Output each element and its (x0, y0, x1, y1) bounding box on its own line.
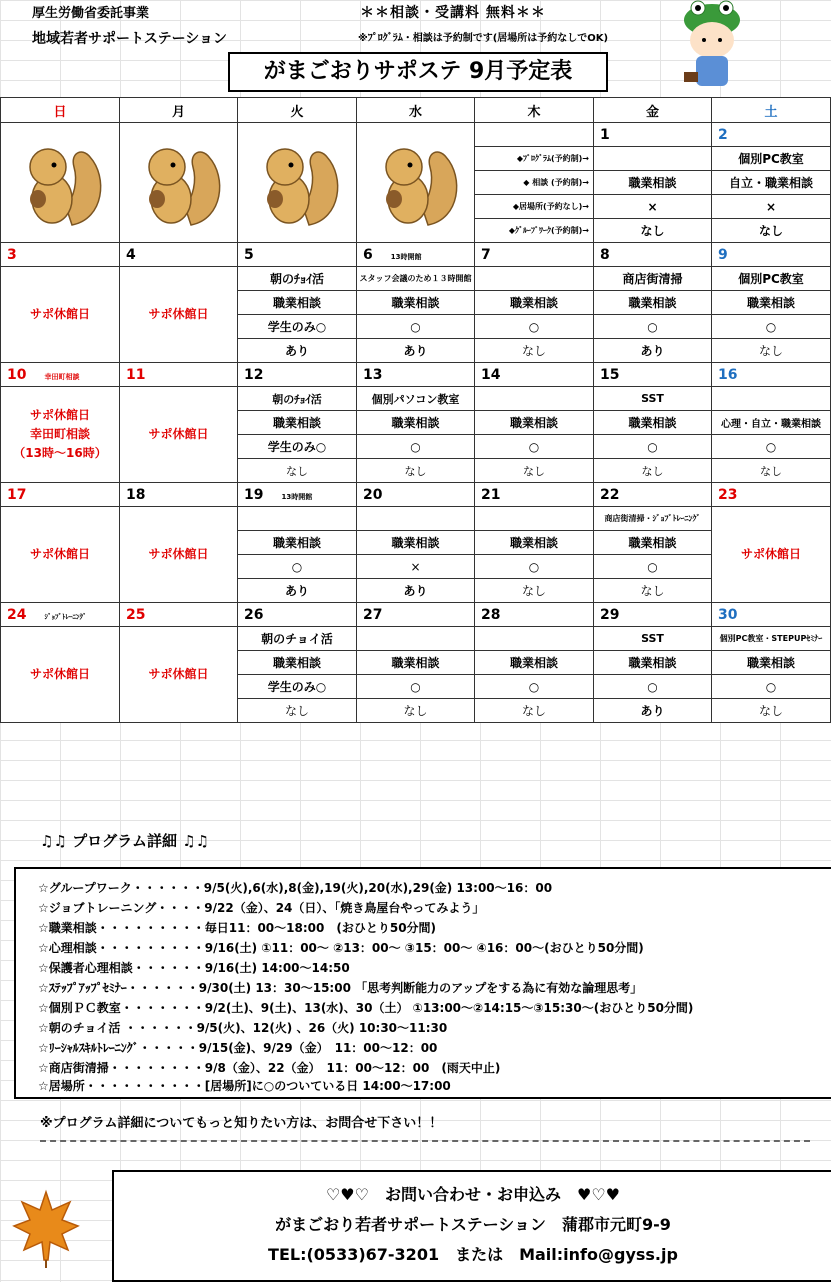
thu28-ibasho: ○ (475, 675, 594, 699)
tue12-gw: なし (238, 459, 357, 483)
date-12: 12 (238, 363, 357, 387)
date-3: 3 (1, 243, 120, 267)
sat30-program: 個別PC教室・STEPUPｾﾐﾅｰ (712, 627, 831, 651)
free-notice: ＊＊相談・受講料 無料＊＊ (360, 5, 546, 21)
maple-leaf-icon (12, 1188, 80, 1268)
sat30-consult: 職業相談 (712, 651, 831, 675)
sat16-program (712, 387, 831, 411)
thu28-program (475, 627, 594, 651)
sat9-consult: 職業相談 (712, 291, 831, 315)
date-25: 25 (120, 603, 238, 627)
program-item: ☆グループワーク・・・・・・9/5(火),6(水),8(金),19(火),20(水),29(金) 13:00～16：00 (38, 881, 553, 895)
tue5-consult: 職業相談 (238, 291, 357, 315)
mon18-closed: サポ休館日 (120, 507, 238, 603)
fri22-program: 商店街清掃・ｼﾞｮﾌﾞﾄﾚｰﾆﾝｸﾞ (594, 507, 712, 531)
date-27: 27 (357, 603, 475, 627)
sat2-ibasho: × (712, 195, 831, 219)
fri1-ibasho: × (594, 195, 712, 219)
date-17: 17 (1, 483, 120, 507)
date-16: 16 (712, 363, 831, 387)
date-8: 8 (594, 243, 712, 267)
wed20-consult: 職業相談 (357, 531, 475, 555)
tue5-ibasho: 学生のみ○ (238, 315, 357, 339)
wed6-ibasho: ○ (357, 315, 475, 339)
sat16-ibasho: ○ (712, 435, 831, 459)
weekday-sat: 土 (712, 98, 831, 123)
wed13-gw: なし (357, 459, 475, 483)
thu28-gw: なし (475, 699, 594, 723)
date-18: 18 (120, 483, 238, 507)
wed13-ibasho: ○ (357, 435, 475, 459)
wed13-consult: 職業相談 (357, 411, 475, 435)
thu7-ibasho: ○ (475, 315, 594, 339)
org-label: 地域若者サポートステーション (32, 31, 228, 47)
tue12-ibasho: 学生のみ○ (238, 435, 357, 459)
program-item: ☆心理相談・・・・・・・・・9/16(土) ①11：00～ ②13：00～ ③15：00～ ④16：00～(おひとり50分間) (38, 941, 644, 955)
fri29-consult: 職業相談 (594, 651, 712, 675)
tue19-program (238, 507, 357, 531)
tue19-ibasho: ○ (238, 555, 357, 579)
fri29-program: SST (594, 627, 712, 651)
program-item: ☆朝のチョイ活 ・・・・・・9/5(火)、12(火) 、26（火) 10:30～11:30 (38, 1021, 448, 1035)
reservation-notice: ※ﾌﾟﾛｸﾞﾗﾑ・相談は予約制です(居場所は予約なしでOK) (358, 33, 609, 44)
mon11-closed: サポ休館日 (120, 387, 238, 483)
wed20-ibasho: × (357, 555, 475, 579)
fri1-program (594, 147, 712, 171)
date-15: 15 (594, 363, 712, 387)
sun17-closed: サポ休館日 (1, 507, 120, 603)
date-10 (1, 363, 120, 387)
sat2-gw: なし (712, 219, 831, 243)
sat23-closed: サポ休館日 (712, 507, 831, 603)
fri22-consult: 職業相談 (594, 531, 712, 555)
fri22-gw: なし (594, 579, 712, 603)
squirrel-icon (249, 137, 345, 229)
date-24-num: 24 (7, 606, 27, 623)
thu21-ibasho: ○ (475, 555, 594, 579)
sun10-line1: サポ休館日 (29, 408, 90, 422)
tue26-program: 朝のチョイ活 (238, 627, 357, 651)
date-10-num: 10 (7, 366, 27, 383)
contact-org-address: がまごおり若者サポートステーション 蒲郡市元町9-9 (275, 1215, 671, 1234)
wed6-consult: 職業相談 (357, 291, 475, 315)
tue12-consult: 職業相談 (238, 411, 357, 435)
program-item: ☆商店街清掃・・・・・・・・9/8（金）、22（金） 11：00～12：00 (雨天中止) (38, 1061, 501, 1075)
thu14-program (475, 387, 594, 411)
thu7-consult: 職業相談 (475, 291, 594, 315)
program-item: ☆ﾘｰｼｬﾙｽｷﾙﾄﾚｰﾆﾝｸﾞ・・・・・9/15(金)、9/29（金） 11：00～12：00 (38, 1041, 438, 1055)
sat9-gw: なし (712, 339, 831, 363)
squirrel-icon (131, 137, 227, 229)
legend-program: ◆ﾌﾟﾛｸﾞﾗﾑ(予約制)→ (475, 147, 594, 171)
sat9-ibasho: ○ (712, 315, 831, 339)
thu28-consult: 職業相談 (475, 651, 594, 675)
program-heading: ♫♫ プログラム詳細 ♫♫ (40, 832, 210, 850)
contact-box (112, 1170, 831, 1282)
date-21: 21 (475, 483, 594, 507)
weekday-mon: 月 (120, 98, 238, 123)
program-item: ☆ｽﾃｯﾌﾟｱｯﾌﾟｾﾐﾅｰ・・・・・・9/30(土) 13：30～15:00 「思考判断能力のアップをする為に有効な論理思考」 (38, 981, 643, 995)
sat2-program: 個別PC教室 (712, 147, 831, 171)
sat30-gw: なし (712, 699, 831, 723)
date-19-note: 13時開館 (281, 492, 313, 501)
sun24-closed: サポ休館日 (1, 627, 120, 723)
date-6-note: 13時開館 (390, 252, 422, 261)
date-19 (238, 483, 357, 507)
ministry-label: 厚生労働省委託事業 (32, 6, 150, 21)
program-item: ☆保護者心理相談・・・・・・9/16(土) 14:00～14:50 (38, 961, 350, 975)
legend-ibasho: ◆居場所(予約なし)→ (475, 195, 594, 219)
thu14-consult: 職業相談 (475, 411, 594, 435)
mon4-closed: サポ休館日 (120, 267, 238, 363)
date-19-num: 19 (244, 486, 264, 503)
program-item: ☆職業相談・・・・・・・・・毎日11：00～18:00 (おひとり50分間) (38, 921, 437, 935)
program-item: ☆居場所・・・・・・・・・・[居場所]に○のついている日 14:00～17:00 (38, 1079, 451, 1093)
fri15-consult: 職業相談 (594, 411, 712, 435)
squirrel-icon (368, 137, 464, 229)
fri22-ibasho: ○ (594, 555, 712, 579)
frog-hat-mascot-icon (670, 0, 754, 96)
date-9: 9 (712, 243, 831, 267)
weekday-thu: 木 (475, 98, 594, 123)
fri15-ibasho: ○ (594, 435, 712, 459)
tue12-program: 朝のﾁｮｲ活 (238, 387, 357, 411)
squirrel-cell (120, 123, 238, 243)
date-4: 4 (120, 243, 238, 267)
date-10-note: 幸田町相談 (44, 372, 80, 381)
date-24 (1, 603, 120, 627)
wed6-program: スタッフ会議のため１３時開館 (357, 267, 475, 291)
thu21-gw: なし (475, 579, 594, 603)
date-20: 20 (357, 483, 475, 507)
weekday-fri: 金 (594, 98, 712, 123)
fri1-consult: 職業相談 (594, 171, 712, 195)
date-1: 1 (594, 123, 712, 147)
fri1-gw: なし (594, 219, 712, 243)
wed6-gw: あり (357, 339, 475, 363)
legend-consult: ◆ 相談 (予約制)→ (475, 171, 594, 195)
thu7-gw: なし (475, 339, 594, 363)
program-item: ☆ジョブトレーニング・・・・9/22（金）、24（日）、「焼き鳥屋台やってみよう」 (38, 901, 485, 915)
date-29: 29 (594, 603, 712, 627)
weekday-tue: 火 (238, 98, 357, 123)
contact-heading: ♡♥♡ お問い合わせ・お申込み ♥♡♥ (325, 1185, 621, 1204)
date-11: 11 (120, 363, 238, 387)
thu7-program (475, 267, 594, 291)
tue26-ibasho: 学生のみ○ (238, 675, 357, 699)
date-28: 28 (475, 603, 594, 627)
fri8-program: 商店街清掃 (594, 267, 712, 291)
sun10-closed (1, 387, 120, 483)
sat30-ibasho: ○ (712, 675, 831, 699)
wed13-program: 個別パソコン教室 (357, 387, 475, 411)
sun10-line3: （13時～16時） (13, 446, 107, 460)
fri29-gw: あり (594, 699, 712, 723)
wed27-gw: なし (357, 699, 475, 723)
fri29-ibasho: ○ (594, 675, 712, 699)
calendar-table (0, 97, 831, 723)
fri15-program: SST (594, 387, 712, 411)
sat16-consult: 心理・自立・職業相談 (712, 411, 831, 435)
date-24-note: ｼﾞｮﾌﾞﾄﾚｰﾆﾝｸﾞ (44, 612, 87, 621)
wed20-program (357, 507, 475, 531)
date-6-num: 6 (363, 246, 373, 263)
contact-tel-mail[interactable]: TEL:(0533)67-3201 または Mail:info@gyss.jp (268, 1245, 678, 1264)
date-22: 22 (594, 483, 712, 507)
thu14-gw: なし (475, 459, 594, 483)
sat9-program: 個別PC教室 (712, 267, 831, 291)
tue26-consult: 職業相談 (238, 651, 357, 675)
thu21-program (475, 507, 594, 531)
thu14-ibasho: ○ (475, 435, 594, 459)
fri8-ibasho: ○ (594, 315, 712, 339)
thu21-consult: 職業相談 (475, 531, 594, 555)
date-14: 14 (475, 363, 594, 387)
date-13: 13 (357, 363, 475, 387)
legend-blank (475, 123, 594, 147)
sun3-closed: サポ休館日 (1, 267, 120, 363)
weekday-wed: 水 (357, 98, 475, 123)
wed20-gw: あり (357, 579, 475, 603)
date-5: 5 (238, 243, 357, 267)
weekday-sun: 日 (1, 98, 120, 123)
wed27-consult: 職業相談 (357, 651, 475, 675)
legend-groupwork: ◆ｸﾞﾙｰﾌﾟﾜｰｸ(予約制)→ (475, 219, 594, 243)
sat2-consult: 自立・職業相談 (712, 171, 831, 195)
wed27-program (357, 627, 475, 651)
tue26-gw: なし (238, 699, 357, 723)
date-30: 30 (712, 603, 831, 627)
mon25-closed: サポ休館日 (120, 627, 238, 723)
tue19-consult: 職業相談 (238, 531, 357, 555)
program-details-box (14, 867, 831, 1099)
date-23: 23 (712, 483, 831, 507)
wed27-ibasho: ○ (357, 675, 475, 699)
date-6 (357, 243, 475, 267)
fri8-gw: あり (594, 339, 712, 363)
date-2: 2 (712, 123, 831, 147)
date-7: 7 (475, 243, 594, 267)
tue5-gw: あり (238, 339, 357, 363)
squirrel-cell (357, 123, 475, 243)
sat16-gw: なし (712, 459, 831, 483)
program-item: ☆個別ＰＣ教室・・・・・・・9/2(土)、9(土)、13(水)、30（土） ①13:00～②14:15～③15:30～(おひとり50分間) (38, 1001, 694, 1015)
tue19-gw: あり (238, 579, 357, 603)
sun10-line2: 幸田町相談 (29, 427, 90, 441)
squirrel-icon (12, 137, 108, 229)
divider (40, 1140, 810, 1142)
squirrel-cell (238, 123, 357, 243)
fri8-consult: 職業相談 (594, 291, 712, 315)
page-title: がまごおりサポステ 9月予定表 (228, 52, 608, 92)
date-26: 26 (238, 603, 357, 627)
fri15-gw: なし (594, 459, 712, 483)
squirrel-cell (1, 123, 120, 243)
tue5-program: 朝のﾁｮｲ活 (238, 267, 357, 291)
inquiry-note: ※プログラム詳細についてもっと知りたい方は、お問合せ下さい！！ (40, 1116, 443, 1131)
